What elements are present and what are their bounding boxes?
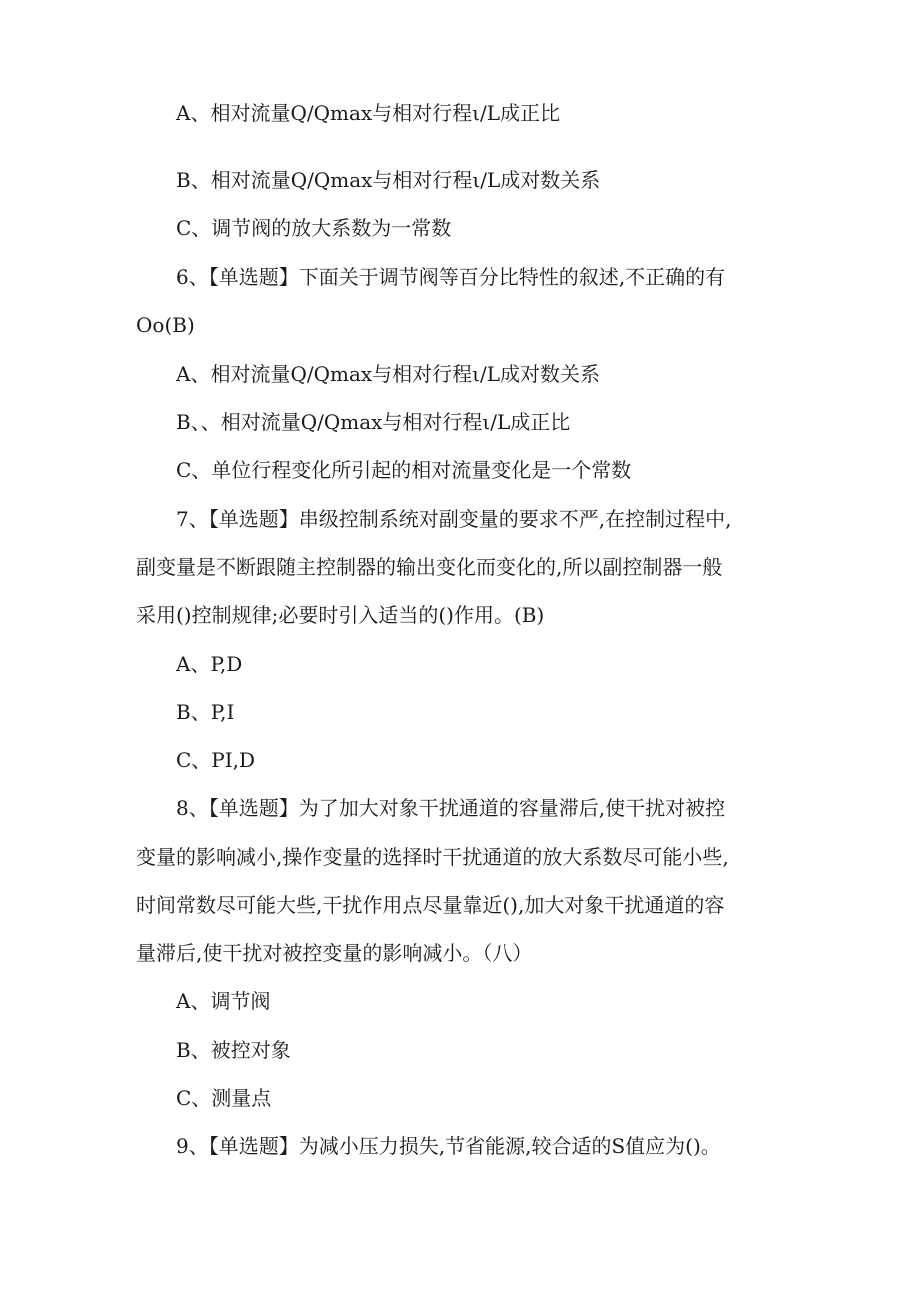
option-c-text: C、单位行程变化所引起的相对流量变化是一个常数 [176, 458, 632, 482]
option-a-text: A、P,D [176, 652, 243, 676]
option-b-text: B、、相对流量Q/Qmax与相对行程ι/L成正比 [176, 410, 571, 434]
option-a-text: A、相对流量Q/Qmax与相对行程ι/L成正比 [176, 101, 561, 125]
question-6-answer: Oo(B) [136, 313, 195, 337]
option-a-text: A、相对流量Q/Qmax与相对行程ι/L成对数关系 [176, 362, 601, 386]
question-6-text: 6、【单选题】下面关于调节阀等百分比特性的叙述,不正确的有 [176, 265, 726, 289]
question-7-text-continued: 副变量是不断跟随主控制器的输出变化而变化的,所以副控制器一般 [136, 555, 723, 579]
option-c-text: C、调节阀的放大系数为一常数 [176, 216, 452, 240]
option-c-text: C、测量点 [176, 1086, 272, 1110]
question-8-text-continued: 变量的影响减小,操作变量的选择时干扰通道的放大系数尽可能小些, [136, 845, 729, 869]
question-8-text: 8、【单选题】为了加大对象干扰通道的容量滞后,使干扰对被控 [176, 796, 726, 820]
question-8-text-continued: 量滞后,使干扰对被控变量的影响减小。（八） [136, 941, 533, 965]
option-a-text: A、调节阀 [176, 989, 271, 1013]
question-7-text: 7、【单选题】串级控制系统对副变量的要求不严,在控制过程中, [176, 507, 732, 531]
option-b-text: B、P,I [176, 700, 235, 724]
option-b-text: B、相对流量Q/Qmax与相对行程ι/L成对数关系 [176, 168, 601, 192]
option-c-text: C、PI,D [176, 748, 256, 772]
question-8-text-continued: 时间常数尽可能大些,干扰作用点尽量靠近(),加大对象干扰通道的容 [136, 893, 725, 917]
option-b-text: B、被控对象 [176, 1038, 291, 1062]
question-9-text: 9、【单选题】为减小压力损失,节省能源,较合适的S值应为()。 [176, 1134, 721, 1158]
question-7-text-continued: 采用()控制规律;必要时引入适当的()作用。(B) [136, 603, 545, 627]
